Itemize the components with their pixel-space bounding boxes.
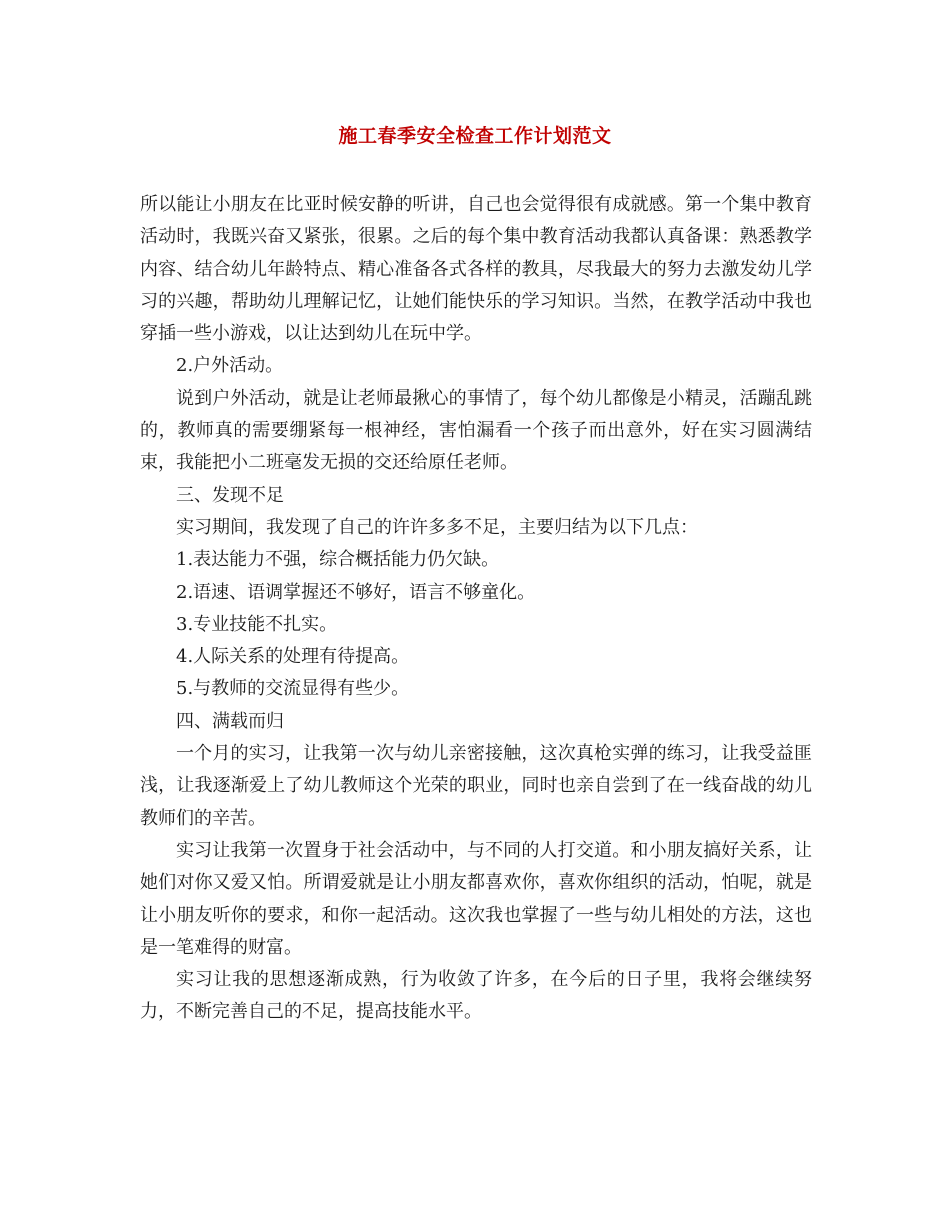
- paragraph: 2.语速、语调掌握还不够好，语言不够童化。: [176, 581, 536, 603]
- paragraph: 三、发现不足: [176, 484, 284, 506]
- paragraph: 实习让我第一次置身于社会活动中，与不同的人打交道。和小朋友搞好关系，让她们对你又爱又怕。所谓爱就是让小朋友都喜欢你，喜欢你组织的活动，怕呢，就是让小朋友听你的要求，和你一起活动。这次我也掌握了一些与幼儿相处的方法，这也是一笔难得的财富。: [140, 839, 812, 958]
- paragraph: 3.专业技能不扎实。: [176, 613, 338, 635]
- paragraph: 实习让我的思想逐渐成熟，行为收敛了许多，在今后的日子里，我将会继续努力，不断完善自己的不足，提高技能水平。: [140, 969, 812, 1023]
- paragraph: 5.与教师的交流显得有些少。: [176, 678, 410, 700]
- paragraph: 四、满载而归: [176, 710, 284, 732]
- paragraph: 4.人际关系的处理有待提高。: [176, 646, 410, 668]
- paragraph: 所以能让小朋友在比亚时候安静的听讲，自己也会觉得很有成就感。第一个集中教育活动时，我既兴奋又紧张，很累。之后的每个集中教育活动我都认真备课：熟悉教学内容、结合幼儿年龄特点、精心准备各式各样的教具，尽我最大的努力去激发幼儿学习的兴趣，帮助幼儿理解记忆，让她们能快乐的学习知识。当然，在教学活动中我也穿插一些小游戏，以让达到幼儿在玩中学。: [140, 194, 812, 345]
- paragraph: 一个月的实习，让我第一次与幼儿亲密接触，这次真枪实弹的练习，让我受益匪浅，让我逐渐爱上了幼儿教师这个光荣的职业，同时也亲自尝到了在一线奋战的幼儿教师们的辛苦。: [140, 743, 812, 829]
- paragraph: 实习期间，我发现了自己的许许多多不足，主要归结为以下几点：: [176, 516, 698, 538]
- document-title: 施工春季安全检查工作计划范文: [338, 125, 612, 147]
- paragraph: 说到户外活动，就是让老师最揪心的事情了，每个幼儿都像是小精灵，活蹦乱跳的，教师真的需要绷紧每一根神经，害怕漏看一个孩子而出意外，好在实习圆满结束，我能把小二班毫发无损的交还给原任老师。: [140, 387, 812, 474]
- paragraph: 2.户外活动。: [176, 355, 284, 377]
- paragraph: 1.表达能力不强，综合概括能力仍欠缺。: [176, 549, 500, 571]
- document-body: [140, 189, 812, 1029]
